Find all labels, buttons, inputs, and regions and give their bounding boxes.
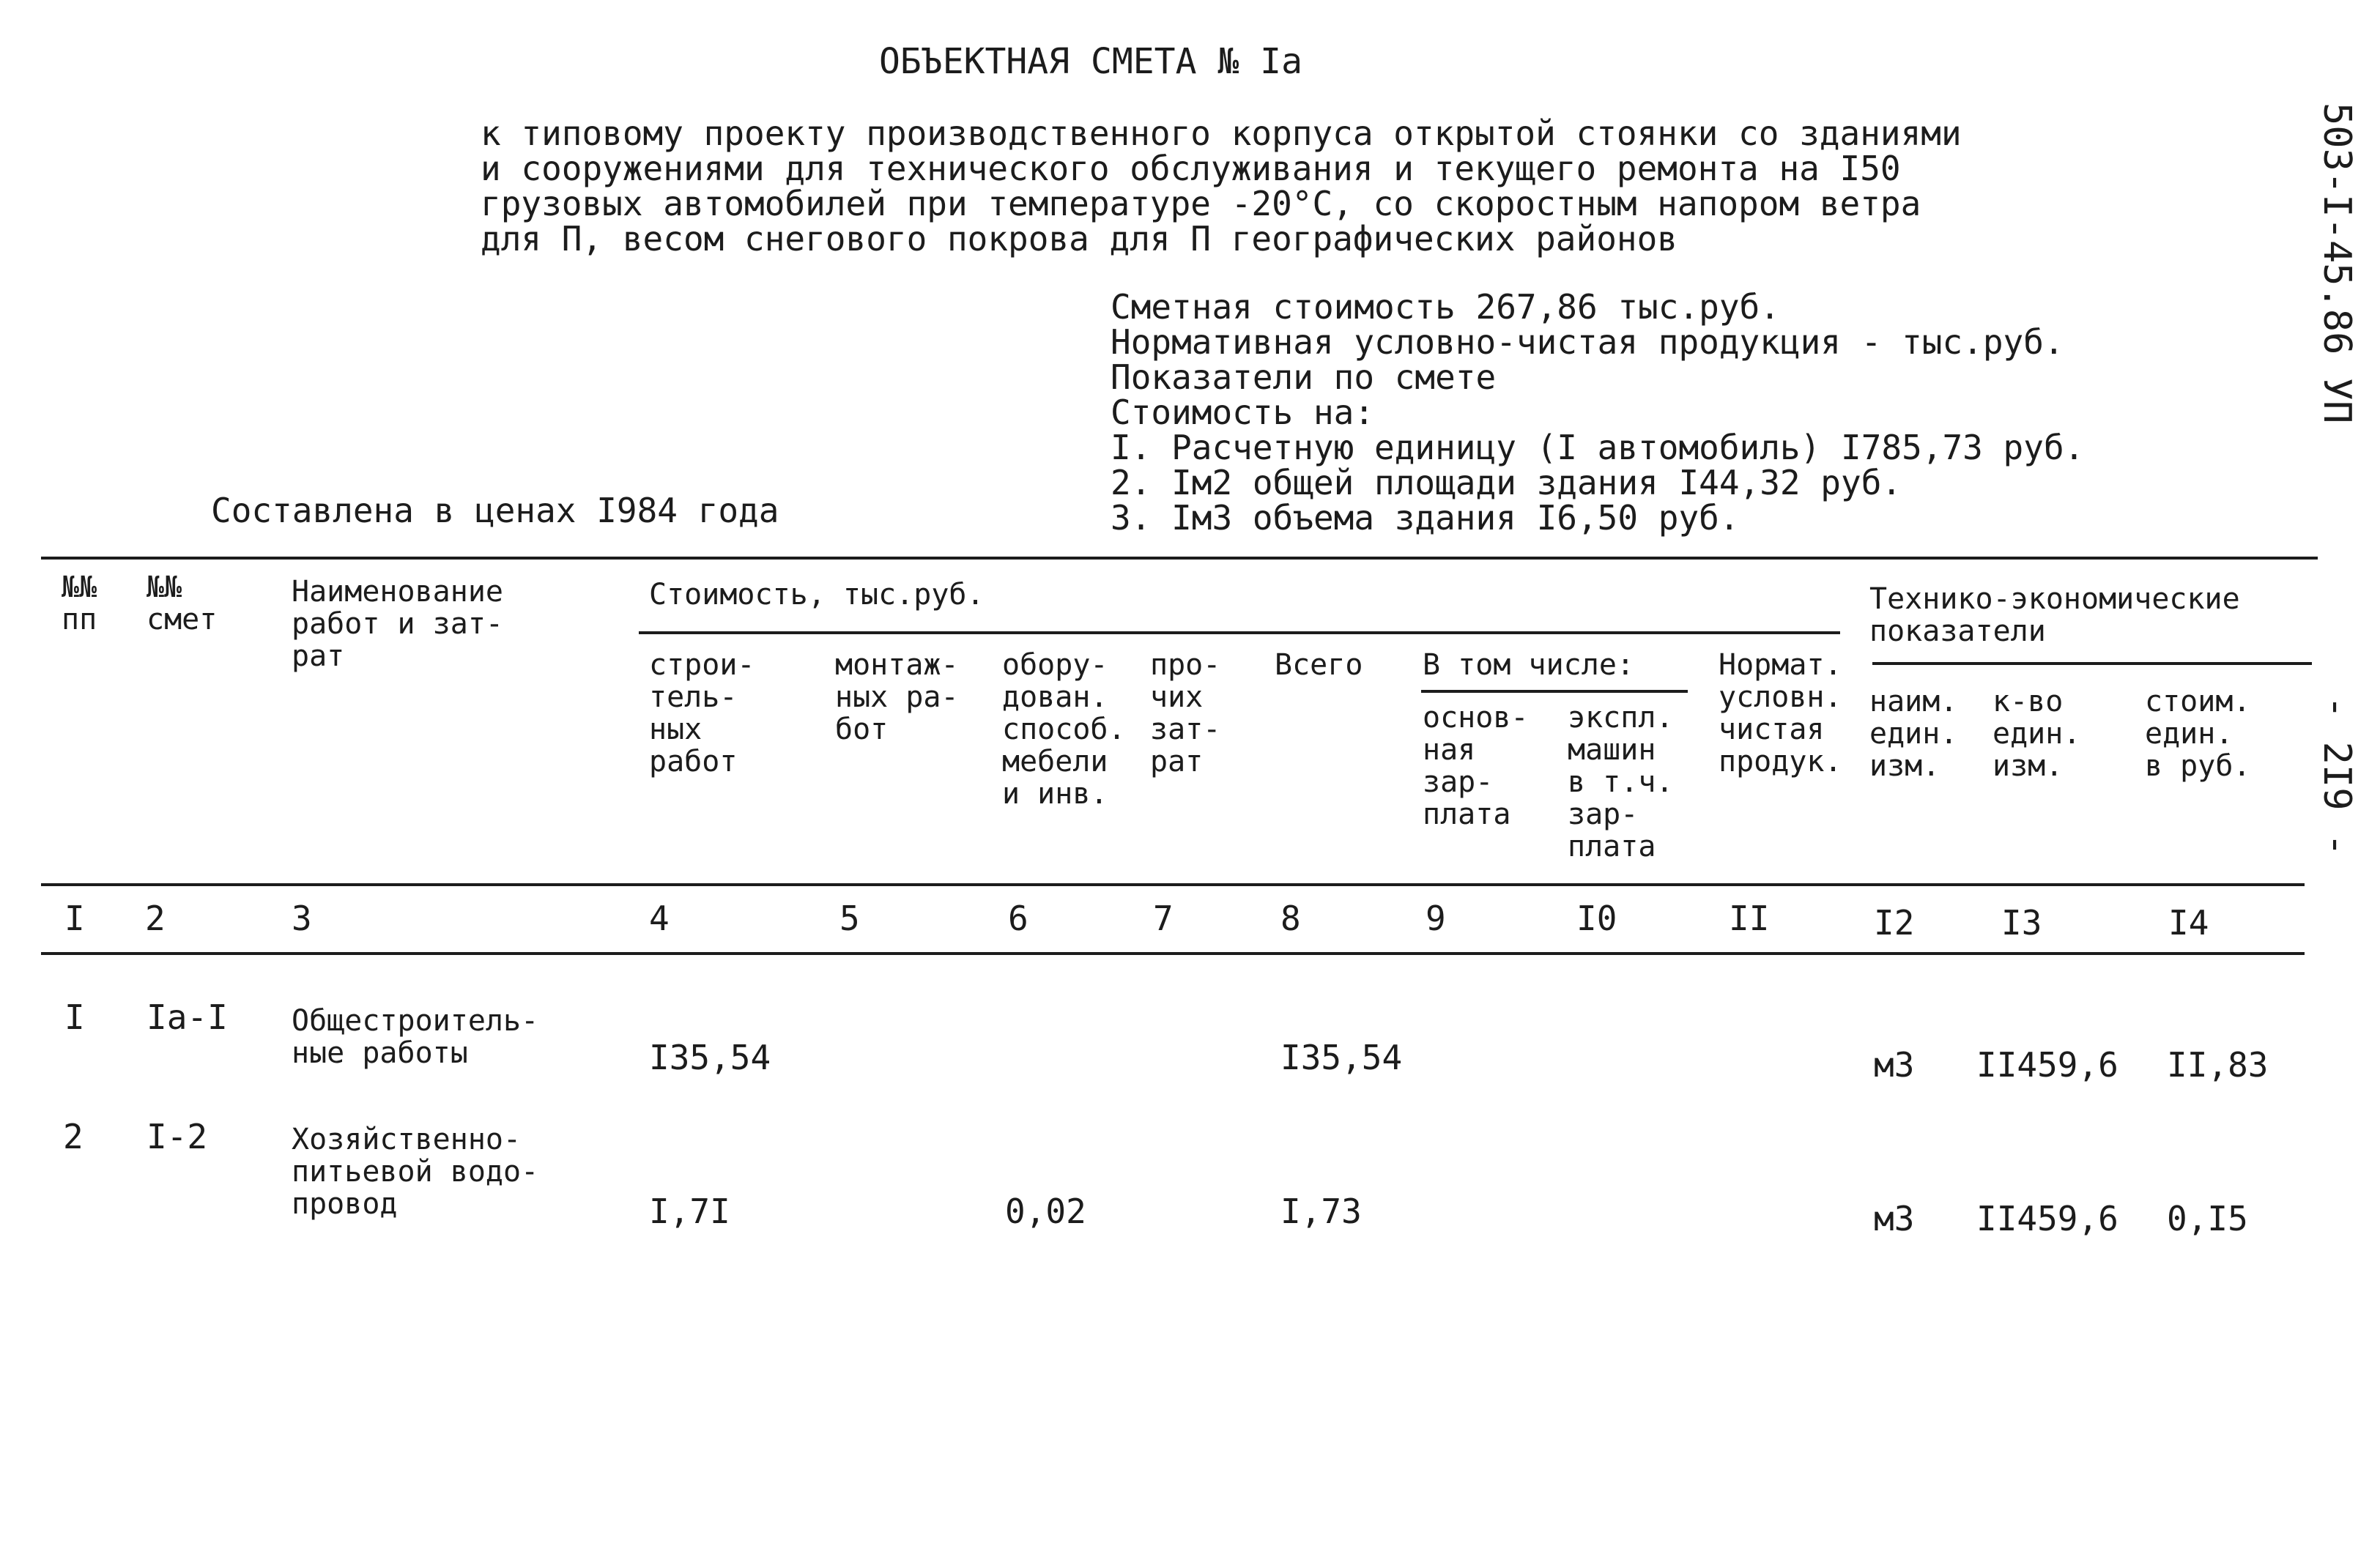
table-row-1-number: I [64, 997, 85, 1037]
summary-cost-on: Стоимость на: [1111, 393, 1375, 432]
summary-per-unit: I. Расчетную единицу (I автомобиль) I785,73 руб. [1111, 428, 2085, 467]
table-row-1-unit: м3 [1874, 1045, 1915, 1085]
table-row-1-construction: I35,54 [649, 1038, 771, 1077]
header-unit-name: наим. един. изм. [1869, 685, 1958, 783]
column-number: 8 [1280, 899, 1301, 938]
column-number: I2 [1874, 903, 1915, 943]
table-row-2-unit-cost: 0,I5 [2167, 1199, 2248, 1238]
summary-per-area: 2. Iм2 общей площади здания I44,32 руб. [1111, 463, 1902, 502]
column-number: 7 [1153, 899, 1174, 938]
header-tech-econ-group: Технико-экономические показатели [1869, 582, 2240, 648]
header-installation: монтаж- ных ра- бот [835, 648, 959, 746]
column-number: 4 [649, 899, 670, 938]
summary-estimated-cost: Сметная стоимость 267,86 тыс.руб. [1111, 287, 1780, 327]
column-number: I4 [2168, 903, 2209, 943]
header-unit-quantity: к-во един. изм. [1992, 685, 2081, 783]
header-construction: строи- тель- ных работ [649, 648, 755, 778]
header-net-product: Нормат. условн. чистая продук. [1719, 648, 1842, 778]
column-numbers-rule [41, 952, 2305, 955]
table-row-2-name: Хозяйственно- питьевой водо- провод [292, 1123, 539, 1221]
header-base-wages: основ- ная зар- плата [1423, 701, 1529, 831]
column-number: 2 [145, 899, 166, 938]
cost-group-rule [639, 631, 1840, 634]
column-number: 9 [1426, 899, 1446, 938]
column-number: 6 [1008, 899, 1028, 938]
table-row-2-total: I,73 [1280, 1192, 1362, 1231]
column-number: I0 [1576, 899, 1617, 938]
side-document-code: 503-I-45.86 УП [2315, 103, 2359, 424]
header-including-group: В том числе: [1423, 648, 1634, 682]
header-unit-cost: стоим. един. в руб. [2145, 685, 2251, 783]
column-number: I [64, 899, 85, 938]
page-number: - 2I9 - [2315, 696, 2359, 857]
table-row-2-construction: I,7I [649, 1192, 730, 1231]
subtitle-line-3: грузовых автомобилей при температуре -20°С, со скоростным напором ветра [481, 184, 1921, 223]
table-row-1-estimate: Iа-I [147, 997, 228, 1037]
header-work-name: Наименование работ и зат- рат [292, 575, 503, 673]
table-row-2-number: 2 [63, 1117, 84, 1156]
summary-per-volume: 3. Iм3 объема здания I6,50 руб. [1111, 498, 1740, 538]
column-number: 5 [839, 899, 860, 938]
incl-group-rule [1421, 690, 1688, 693]
table-row-1-unit-cost: II,83 [2167, 1045, 2269, 1085]
tech-group-rule [1872, 662, 2312, 665]
column-number: 3 [292, 899, 312, 938]
header-machine-operation: экспл. машин в т.ч. зар- плата [1568, 701, 1674, 863]
table-row-1-quantity: II459,6 [1976, 1045, 2118, 1085]
column-number: II [1729, 899, 1770, 938]
table-row-2-estimate: I-2 [147, 1117, 208, 1156]
document-title: ОБЪЕКТНАЯ СМЕТА № Iа [879, 41, 1302, 82]
table-row-1-name: Общестроитель- ные работы [292, 1004, 539, 1070]
header-total: Всего [1275, 648, 1363, 682]
header-row-number: №№ пп [62, 571, 97, 636]
subtitle-line-2: и сооружениями для технического обслуживания и текущего ремонта на I50 [481, 149, 1901, 188]
subtitle-line-4: для П, весом снегового покрова для П географических районов [481, 219, 1678, 259]
prices-note: Составлена в ценах I984 года [211, 491, 779, 530]
header-cost-group: Стоимость, тыс.руб. [649, 578, 985, 612]
table-row-1-total: I35,54 [1280, 1038, 1403, 1077]
table-row-2-quantity: II459,6 [1976, 1199, 2118, 1238]
header-other: про- чих зат- рат [1150, 648, 1221, 778]
column-number: I3 [2001, 903, 2042, 943]
subtitle-line-1: к типовому проекту производственного корпуса открытой стоянки со зданиями [481, 114, 1962, 153]
header-bottom-rule [41, 883, 2305, 886]
table-row-2-equipment: 0,02 [1005, 1192, 1086, 1231]
table-row-2-unit: м3 [1874, 1199, 1915, 1238]
header-equipment: обору- дован. способ. мебели и инв. [1002, 648, 1126, 811]
summary-net-product: Нормативная условно-чистая продукция - тыс.руб. [1111, 322, 2064, 362]
summary-indicators: Показатели по смете [1111, 357, 1497, 397]
table-top-rule [41, 557, 2318, 560]
header-estimate-number: №№ смет [147, 571, 218, 636]
